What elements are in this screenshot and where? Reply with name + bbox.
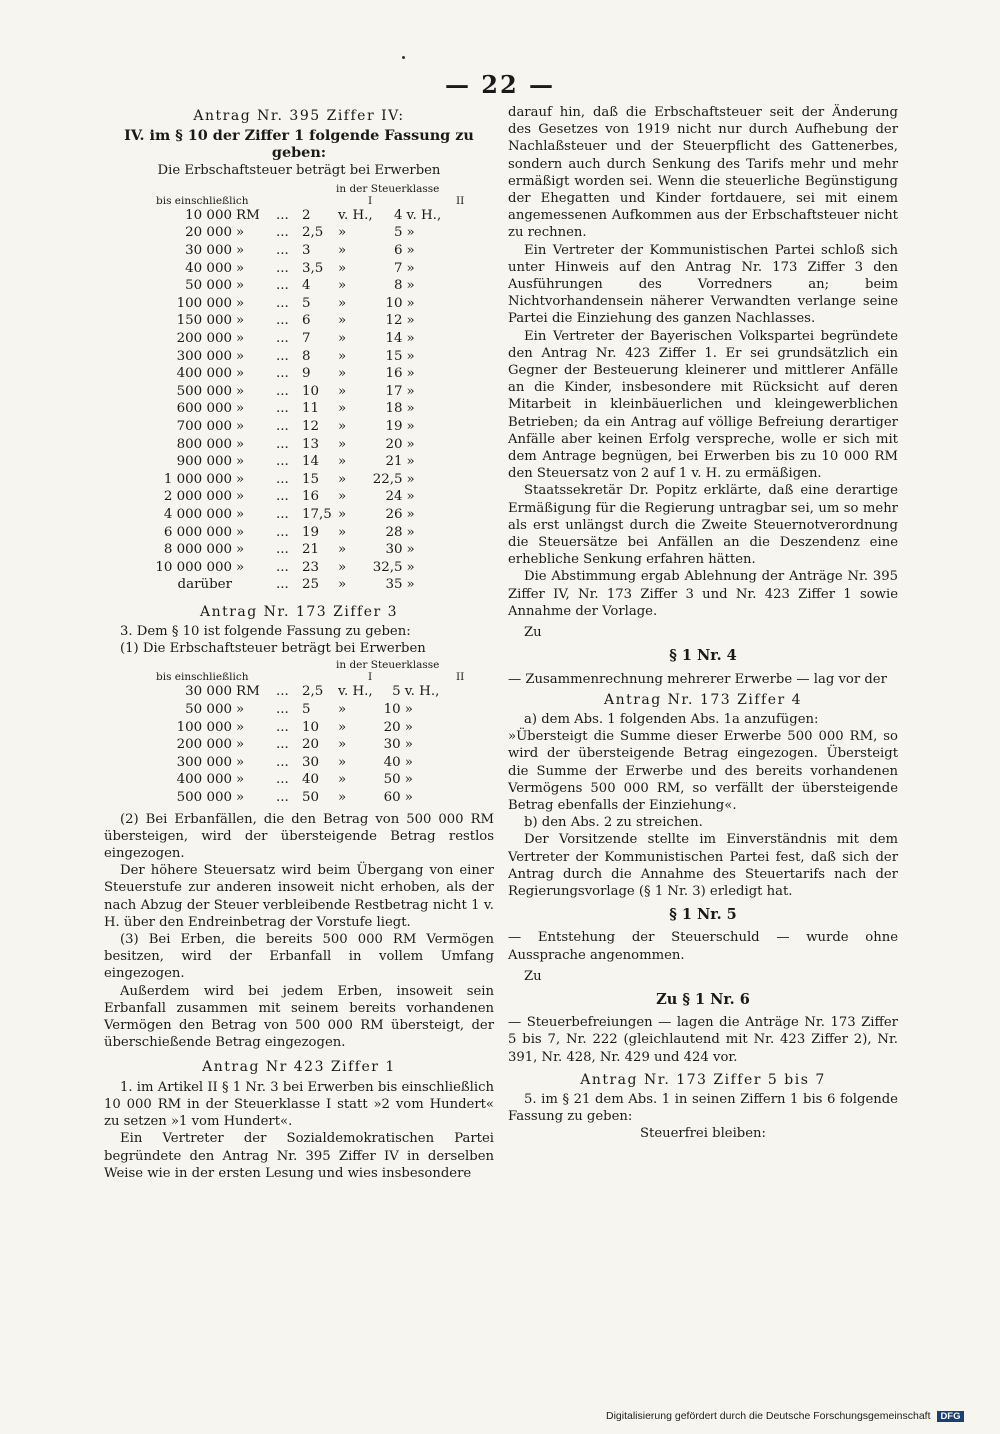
- cell-v1: 3: [302, 243, 311, 258]
- table-row: [104, 506, 447, 524]
- cell-v1: 19: [302, 524, 320, 540]
- cell-v2: 30: [385, 542, 403, 558]
- cell-u2: »: [406, 348, 415, 364]
- cell-dots: ...: [276, 489, 289, 505]
- table2-header-I: I: [368, 671, 373, 684]
- paragraph-steuerfrei: Steuerfrei bleiben:: [639, 1126, 766, 1142]
- cell-v1: 2,5: [302, 225, 324, 241]
- table-row: [104, 242, 447, 260]
- cell-v1: 11: [302, 401, 320, 417]
- cell-v2: 5: [393, 225, 403, 241]
- cell-v1: 5: [302, 702, 311, 718]
- cell-u2: »: [404, 772, 413, 788]
- table-row: [104, 771, 445, 789]
- cell-unit: »: [236, 225, 245, 241]
- cell-dots: ...: [276, 295, 289, 311]
- paragraph-3-1: (1) Die Erbschaftsteuer beträgt bei Erwerben: [120, 641, 426, 657]
- cell-v1: 4: [302, 278, 311, 294]
- cell-v2: 14: [385, 330, 403, 346]
- zu-label-1: Zu: [524, 625, 542, 641]
- cell-v1: 25: [302, 577, 320, 593]
- cell-u1: v. H.,: [338, 684, 373, 700]
- cell-u1: »: [338, 489, 347, 505]
- cell-u1: »: [338, 471, 347, 487]
- cell-unit: »: [236, 454, 245, 470]
- cell-dots: ...: [276, 559, 289, 575]
- table-row: [104, 719, 445, 737]
- cell-dots: ...: [276, 542, 289, 558]
- print-speck: [402, 56, 405, 59]
- paragraph-nr5: — Entstehung der Steuerschuld — wurde ohne Aussprache angenommen.: [508, 930, 898, 963]
- table-row: [104, 541, 447, 559]
- paragraph-vorsitzende: Der Vorsitzende stellte im Einverständnis mit dem Vertreter der Kommunistischen Partei fest, daß sich der Antrag durch die Annahme des Steuertarifs nach der Regierungsvorlage (§ 1 Nr. 3) erledigt hat.: [508, 832, 898, 899]
- paragraph-5: 5. im § 21 dem Abs. 1 in seinen Ziffern 1 bis 6 folgende Fassung zu geben:: [508, 1091, 898, 1125]
- cell-unit: »: [236, 278, 245, 294]
- cell-v2: 19: [385, 418, 403, 434]
- cell-v2: 28: [385, 524, 403, 540]
- cell-dots: ...: [276, 348, 289, 364]
- table-row: [104, 418, 447, 436]
- cell-unit: »: [236, 524, 245, 540]
- cell-v2: 18: [385, 401, 403, 417]
- cell-u2: »: [406, 260, 415, 276]
- table-row: [104, 576, 447, 594]
- cell-u2: »: [406, 559, 415, 575]
- cell-v1: 7: [302, 330, 311, 346]
- cell-amt: 50 000: [185, 278, 232, 294]
- table-row: [104, 471, 447, 489]
- cell-u1: »: [338, 260, 347, 276]
- table-row: [104, 436, 447, 454]
- cell-dots: ...: [276, 260, 289, 276]
- cell-u2: »: [406, 436, 415, 452]
- cell-dots: ...: [276, 737, 289, 753]
- cell-amt: 300 000: [176, 348, 232, 364]
- cell-u2: »: [404, 790, 413, 806]
- cell-v1: 3,5: [302, 260, 324, 276]
- tax-table-395: [104, 207, 447, 594]
- cell-u1: »: [338, 719, 347, 735]
- cell-unit: RM: [236, 684, 260, 700]
- cell-unit: »: [236, 489, 245, 505]
- table1-header-class: in der Steuerklasse: [336, 182, 440, 195]
- cell-u2: »: [406, 295, 415, 311]
- cell-amt: 100 000: [176, 295, 232, 311]
- cell-amt: 100 000: [176, 719, 232, 735]
- table-row: [104, 736, 445, 754]
- cell-u1: »: [338, 401, 347, 417]
- table-row: [104, 383, 447, 401]
- paragraph-nr4: — Zusammenrechnung mehrerer Erwerbe — lag vor der: [508, 671, 887, 687]
- cell-u1: »: [338, 454, 347, 470]
- cell-amt: 4 000 000: [163, 506, 232, 522]
- cell-u2: »: [406, 524, 415, 540]
- cell-v2: 35: [385, 577, 403, 593]
- cell-v2: 10: [385, 295, 403, 311]
- cell-unit: »: [236, 348, 245, 364]
- cell-unit: »: [236, 702, 245, 718]
- cell-amt: 300 000: [176, 754, 232, 770]
- cell-amt: 600 000: [176, 401, 232, 417]
- table-row: [104, 453, 447, 471]
- cell-amt: 50 000: [185, 702, 232, 718]
- cell-dots: ...: [276, 577, 289, 593]
- table-row: [104, 701, 445, 719]
- cell-u2: »: [406, 401, 415, 417]
- cell-amt: 500 000: [176, 383, 232, 399]
- cell-v2: 8: [393, 278, 403, 294]
- cell-amt: 800 000: [176, 436, 232, 452]
- cell-v1: 20: [302, 737, 320, 753]
- cell-v2: 30: [383, 737, 401, 753]
- cell-u1: »: [338, 754, 347, 770]
- table-row: [104, 207, 447, 225]
- cell-dots: ...: [276, 313, 289, 329]
- cell-v2: 6: [393, 243, 403, 258]
- paragraph-popitz: Staatssekretär Dr. Popitz erklärte, daß eine derartige Ermäßigung für die Regierung untragbar sei, um so mehr als erst unlängst durch die Zweite Steuernotverordnung die Steuersätze bei Anfällen an die Deszendenz eine erhebliche Senkung erfahren hätten.: [508, 483, 898, 568]
- cell-v1: 10: [302, 383, 320, 399]
- cell-u1: »: [338, 506, 347, 522]
- cell-unit: »: [236, 559, 245, 575]
- table-row: [104, 789, 445, 807]
- cell-v1: 50: [302, 790, 320, 806]
- cell-u2: »: [406, 366, 415, 382]
- cell-amt: 8 000 000: [163, 542, 232, 558]
- table1-header-row: [156, 195, 494, 207]
- table-row: [104, 488, 447, 506]
- cell-amt: darüber: [177, 577, 232, 593]
- paragraph-iv-sub: Die Erbschaftsteuer beträgt bei Erwerben: [157, 162, 441, 178]
- cell-unit: »: [236, 719, 245, 735]
- cell-amt: 400 000: [176, 772, 232, 788]
- cell-amt: 700 000: [176, 418, 232, 434]
- cell-v2: 40: [383, 754, 401, 770]
- cell-unit: »: [236, 243, 245, 258]
- cell-v2: 60: [383, 790, 401, 806]
- paragraph-a: a) dem Abs. 1 folgenden Abs. 1a anzufügen:: [524, 711, 819, 727]
- heading-antrag-173-5: Antrag Nr. 173 Ziffer 5 bis 7: [580, 1071, 826, 1088]
- cell-v2: 26: [385, 506, 403, 522]
- cell-unit: »: [236, 436, 245, 452]
- section-1-nr5: § 1 Nr. 5: [669, 906, 737, 924]
- cell-u2: »: [406, 542, 415, 558]
- cell-unit: »: [236, 330, 245, 346]
- paragraph-quote: »Übersteigt die Summe dieser Erwerbe 500 000 RM, so wird der übersteigende Betrag eingezogen. Übersteigt die Summe der Erwerbe und des bereits vorhandenen Vermögens 500 000 RM, so verfällt der übersteigende Betrag ebenfalls der Einziehung«.: [508, 729, 898, 813]
- cell-u2: v. H.,: [404, 684, 440, 700]
- cell-dots: ...: [276, 366, 289, 382]
- cell-dots: ...: [276, 719, 289, 735]
- paragraph-bvp: Ein Vertreter der Bayerischen Volkspartei begründete den Antrag Nr. 423 Ziffer 1. Er sei grundsätzlich ein Gegner der Besteuerung kleinerer und mittlerer Anfälle an die Kinder, insbesondere mit Rücksicht auf deren Mitarbeit in kleinbäuerlichen und kleingewerblichen Betrieben; da ein Antrag auf völlige Befreiung derartiger Anfälle aber keinen Erfolg verspreche, wolle er sich mit dem Antrage begnügen, bei Erwerben bis zu 10 000 RM den Steuersatz von 2 auf 1 v. H. zu ermäßigen.: [508, 328, 898, 482]
- table1-header: [156, 183, 494, 207]
- cell-u1: »: [338, 737, 347, 753]
- cell-u2: »: [404, 754, 413, 770]
- paragraph-continuation: darauf hin, daß die Erbschaftsteuer seit der Änderung des Gesetzes von 1919 nicht nur durch Aufhebung der Nachlaßsteuer und der Steuerpflicht des Gattenerbes, sondern auch durch Senkung des Tarifs mehr und mehr ermäßigt worden sei. Wenn die steuerliche Begünstigung der Ehegatten und Kinder fortdauere, sei mit einem angemessenen Aufkommen aus der Erbschaftsteuer nicht zu rechnen.: [508, 105, 898, 241]
- cell-v2: 50: [383, 772, 401, 788]
- cell-amt: 6 000 000: [163, 524, 232, 540]
- cell-unit: »: [236, 506, 245, 522]
- cell-dots: ...: [276, 471, 289, 487]
- cell-v1: 30: [302, 754, 320, 770]
- cell-v1: 6: [302, 313, 311, 329]
- cell-v2: 15: [385, 348, 403, 364]
- table2-header-II: II: [456, 671, 465, 684]
- cell-v2: 5: [392, 684, 401, 700]
- cell-unit: »: [236, 772, 245, 788]
- left-column: [104, 104, 494, 1182]
- cell-unit: »: [236, 366, 245, 382]
- cell-unit: [232, 576, 276, 594]
- cell-v2: 20: [383, 719, 401, 735]
- cell-dots: ...: [276, 702, 289, 718]
- cell-unit: »: [236, 401, 245, 417]
- cell-u1: »: [338, 702, 347, 718]
- cell-amt: 400 000: [176, 366, 232, 382]
- table-row: [104, 400, 447, 418]
- table-row: [104, 559, 447, 577]
- cell-amt: 200 000: [176, 737, 232, 753]
- cell-u2: »: [406, 225, 415, 241]
- paragraph-3-erben: (3) Bei Erben, die bereits 500 000 RM Vermögen besitzen, wird der Erbanfall in vollem Umfang eingezogen.: [104, 932, 494, 982]
- cell-u1: »: [338, 542, 347, 558]
- cell-amt: 40 000: [185, 260, 232, 276]
- table1-header-I: I: [368, 194, 373, 207]
- cell-amt: 900 000: [176, 454, 232, 470]
- cell-v2: 4: [393, 207, 403, 223]
- cell-amt: 20 000: [185, 225, 232, 241]
- cell-u1: »: [338, 313, 347, 329]
- cell-amt: 30 000: [185, 243, 232, 258]
- page-number: — 22 —: [444, 70, 556, 99]
- cell-dots: ...: [276, 225, 289, 241]
- paragraph-hoehere: Der höhere Steuersatz wird beim Übergang von einer Steuerstufe zur anderen insoweit nicht erhoben, als der nach Abzug der Steuer verbleibende Restbetrag nicht 1 v. H. über den Endreinbetrag der Vorstufe liegt.: [104, 863, 494, 930]
- cell-dots: ...: [276, 330, 289, 346]
- cell-v1: 14: [302, 454, 320, 470]
- table-row: [104, 224, 447, 242]
- table-row: [104, 365, 447, 383]
- cell-dots: ...: [276, 207, 289, 223]
- table1-header-II: II: [456, 194, 465, 207]
- cell-u2: »: [404, 702, 413, 718]
- paragraph-2: (2) Bei Erbanfällen, die den Betrag von 500 000 RM übersteigen, wird der übersteigende Betrag restlos eingezogen.: [104, 811, 494, 862]
- cell-v1: 17,5: [302, 506, 332, 522]
- cell-v1: 10: [302, 719, 320, 735]
- cell-v2: 10: [383, 702, 401, 718]
- paragraph-3: 3. Dem § 10 ist folgende Fassung zu geben:: [120, 624, 411, 640]
- cell-v1: 15: [302, 471, 320, 487]
- cell-unit: »: [236, 542, 245, 558]
- cell-u2: »: [406, 577, 415, 593]
- paragraph-kpd: Ein Vertreter der Kommunistischen Partei schloß sich unter Hinweis auf den Antrag Nr. 173 Ziffer 3 den Ausführungen des Vorredners an; beim Nichtvorhandensein näherer Verwandten verlange seine Partei die Einziehung des ganzen Nachlasses.: [508, 242, 898, 327]
- paragraph-b: b) den Abs. 2 zu streichen.: [524, 815, 703, 831]
- cell-amt: 10 000 000: [155, 559, 232, 575]
- cell-dots: ...: [276, 790, 289, 806]
- cell-u1: »: [338, 418, 347, 434]
- cell-v1: 5: [302, 295, 311, 311]
- table-row: [104, 524, 447, 542]
- cell-u1: »: [338, 225, 347, 241]
- table-row: [104, 348, 447, 366]
- paragraph-spd: Ein Vertreter der Sozialdemokratischen Partei begründete den Antrag Nr. 395 Ziffer IV in derselben Weise wie in der ersten Lesung und wies insbesondere: [104, 1131, 494, 1181]
- heading-antrag-395: Antrag Nr. 395 Ziffer IV:: [193, 108, 405, 124]
- table-row: [104, 683, 445, 701]
- table-row: [104, 754, 445, 772]
- cell-dots: ...: [276, 436, 289, 452]
- cell-unit: RM: [236, 207, 260, 223]
- zu-label-2: Zu: [524, 968, 542, 984]
- cell-v2: 20: [385, 436, 403, 452]
- cell-v1: 8: [302, 348, 311, 364]
- cell-u1: »: [338, 383, 347, 399]
- cell-u2: »: [404, 719, 413, 735]
- cell-v2: 22,5: [372, 471, 403, 487]
- cell-dots: ...: [276, 243, 289, 258]
- cell-unit: »: [236, 790, 245, 806]
- cell-u1: »: [338, 772, 347, 788]
- cell-u2: »: [406, 454, 415, 470]
- cell-u2: »: [406, 506, 415, 522]
- cell-dots: ...: [276, 754, 289, 770]
- cell-v1: 21: [302, 542, 320, 558]
- cell-u2: »: [406, 383, 415, 399]
- cell-dots: ...: [276, 418, 289, 434]
- cell-unit: »: [236, 418, 245, 434]
- cell-amt: 150 000: [176, 313, 232, 329]
- cell-u2: »: [404, 737, 413, 753]
- table2-header-upto: bis einschließlich: [156, 671, 249, 684]
- cell-v2: 21: [385, 454, 403, 470]
- cell-u2: v. H.,: [406, 207, 442, 223]
- cell-v1: 12: [302, 418, 320, 434]
- table-row: [104, 330, 447, 348]
- cell-v1: 9: [302, 366, 311, 382]
- cell-u2: »: [406, 418, 415, 434]
- cell-v1: 40: [302, 772, 320, 788]
- cell-u2: »: [406, 330, 415, 346]
- cell-v2: 12: [385, 313, 403, 329]
- cell-u1: »: [338, 577, 347, 593]
- cell-u1: »: [338, 243, 347, 258]
- cell-u2: »: [406, 489, 415, 505]
- cell-u2: »: [406, 471, 415, 487]
- cell-v2: 7: [393, 260, 403, 276]
- cell-v1: 2,5: [302, 684, 324, 700]
- cell-amt: 10 000: [185, 207, 232, 223]
- section-1-nr6: Zu § 1 Nr. 6: [656, 990, 750, 1008]
- cell-dots: ...: [276, 772, 289, 788]
- footer-text: Digitalisierung gefördert durch die Deutsche Forschungsgemeinschaft: [606, 1410, 931, 1422]
- cell-unit: »: [236, 471, 245, 487]
- table2-header-class: in der Steuerklasse: [336, 659, 440, 672]
- heading-antrag-173-4: Antrag Nr. 173 Ziffer 4: [603, 691, 803, 708]
- right-column: [508, 104, 898, 1143]
- cell-dots: ...: [276, 684, 289, 700]
- cell-u2: »: [406, 313, 415, 329]
- cell-u1: »: [338, 436, 347, 452]
- paragraph-nr6: — Steuerbefreiungen — lagen die Anträge Nr. 173 Ziffer 5 bis 7, Nr. 222 (gleichlautend mit Nr. 423 Ziffer 2), Nr. 391, Nr. 428, Nr. 429 und 424 vor.: [508, 1015, 898, 1065]
- cell-u1: »: [338, 330, 347, 346]
- cell-unit: »: [236, 313, 245, 329]
- footer: [606, 1410, 986, 1422]
- cell-u1: »: [338, 295, 347, 311]
- cell-amt: 200 000: [176, 330, 232, 346]
- cell-u1: v. H.,: [338, 207, 373, 223]
- cell-v2: 16: [385, 366, 403, 382]
- cell-u1: »: [338, 559, 347, 575]
- cell-v1: 16: [302, 489, 320, 505]
- paragraph-abstimmung: Die Abstimmung ergab Ablehnung der Anträge Nr. 395 Ziffer IV, Nr. 173 Ziffer 3 und Nr. 423 Ziffer 1 sowie Annahme der Vorlage.: [508, 569, 898, 619]
- cell-v2: 17: [385, 383, 403, 399]
- cell-amt: 2 000 000: [163, 489, 232, 505]
- cell-dots: ...: [276, 524, 289, 540]
- cell-u1: »: [338, 524, 347, 540]
- cell-v2: 24: [385, 489, 403, 505]
- table-row: [104, 260, 447, 278]
- dfg-logo: DFG: [937, 1411, 963, 1422]
- tax-table-173: [104, 683, 445, 806]
- cell-unit: »: [236, 295, 245, 311]
- paragraph-iv: IV. im § 10 der Ziffer 1 folgende Fassung zu geben:: [124, 127, 474, 162]
- table2-header: [156, 659, 494, 683]
- section-1-nr4: § 1 Nr. 4: [669, 647, 737, 665]
- cell-u1: »: [338, 790, 347, 806]
- cell-dots: ...: [276, 401, 289, 417]
- paragraph-ausserdem: Außerdem wird bei jedem Erben, insoweit sein Erbanfall zusammen mit seinem bereits vorhandenen Vermögen den Betrag von 500 000 RM übersteigt, der überschießende Betrag eingezogen.: [104, 983, 494, 1051]
- table-row: [104, 295, 447, 313]
- table-row: [104, 277, 447, 295]
- cell-u1: »: [338, 348, 347, 364]
- cell-v1: 2: [302, 207, 311, 223]
- heading-antrag-423: Antrag Nr 423 Ziffer 1: [202, 1059, 396, 1076]
- cell-v2: 32,5: [372, 559, 403, 575]
- cell-unit: »: [236, 383, 245, 399]
- cell-unit: »: [236, 260, 245, 276]
- cell-u2: »: [406, 278, 415, 294]
- table1-header-upto: bis einschließlich: [156, 194, 249, 207]
- cell-dots: ...: [276, 278, 289, 294]
- cell-amt: 30 000: [185, 684, 232, 700]
- cell-unit: »: [236, 737, 245, 753]
- cell-v1: 23: [302, 559, 320, 575]
- table2-header-row: [156, 671, 494, 683]
- cell-dots: ...: [276, 454, 289, 470]
- cell-dots: ...: [276, 506, 289, 522]
- cell-v1: 13: [302, 436, 320, 452]
- cell-amt: 500 000: [176, 790, 232, 806]
- cell-u1: »: [338, 366, 347, 382]
- cell-u1: »: [338, 278, 347, 294]
- cell-u2: »: [406, 243, 415, 258]
- heading-antrag-173-3: Antrag Nr. 173 Ziffer 3: [199, 603, 399, 620]
- cell-dots: ...: [276, 383, 289, 399]
- table-row: [104, 312, 447, 330]
- paragraph-423-1: 1. im Artikel II § 1 Nr. 3 bei Erwerben bis einschließlich 10 000 RM in der Steuerklasse I statt »2 vom Hundert« zu setzen »1 vom Hundert«.: [104, 1079, 494, 1130]
- cell-unit: »: [236, 754, 245, 770]
- cell-amt: 1 000 000: [163, 471, 232, 487]
